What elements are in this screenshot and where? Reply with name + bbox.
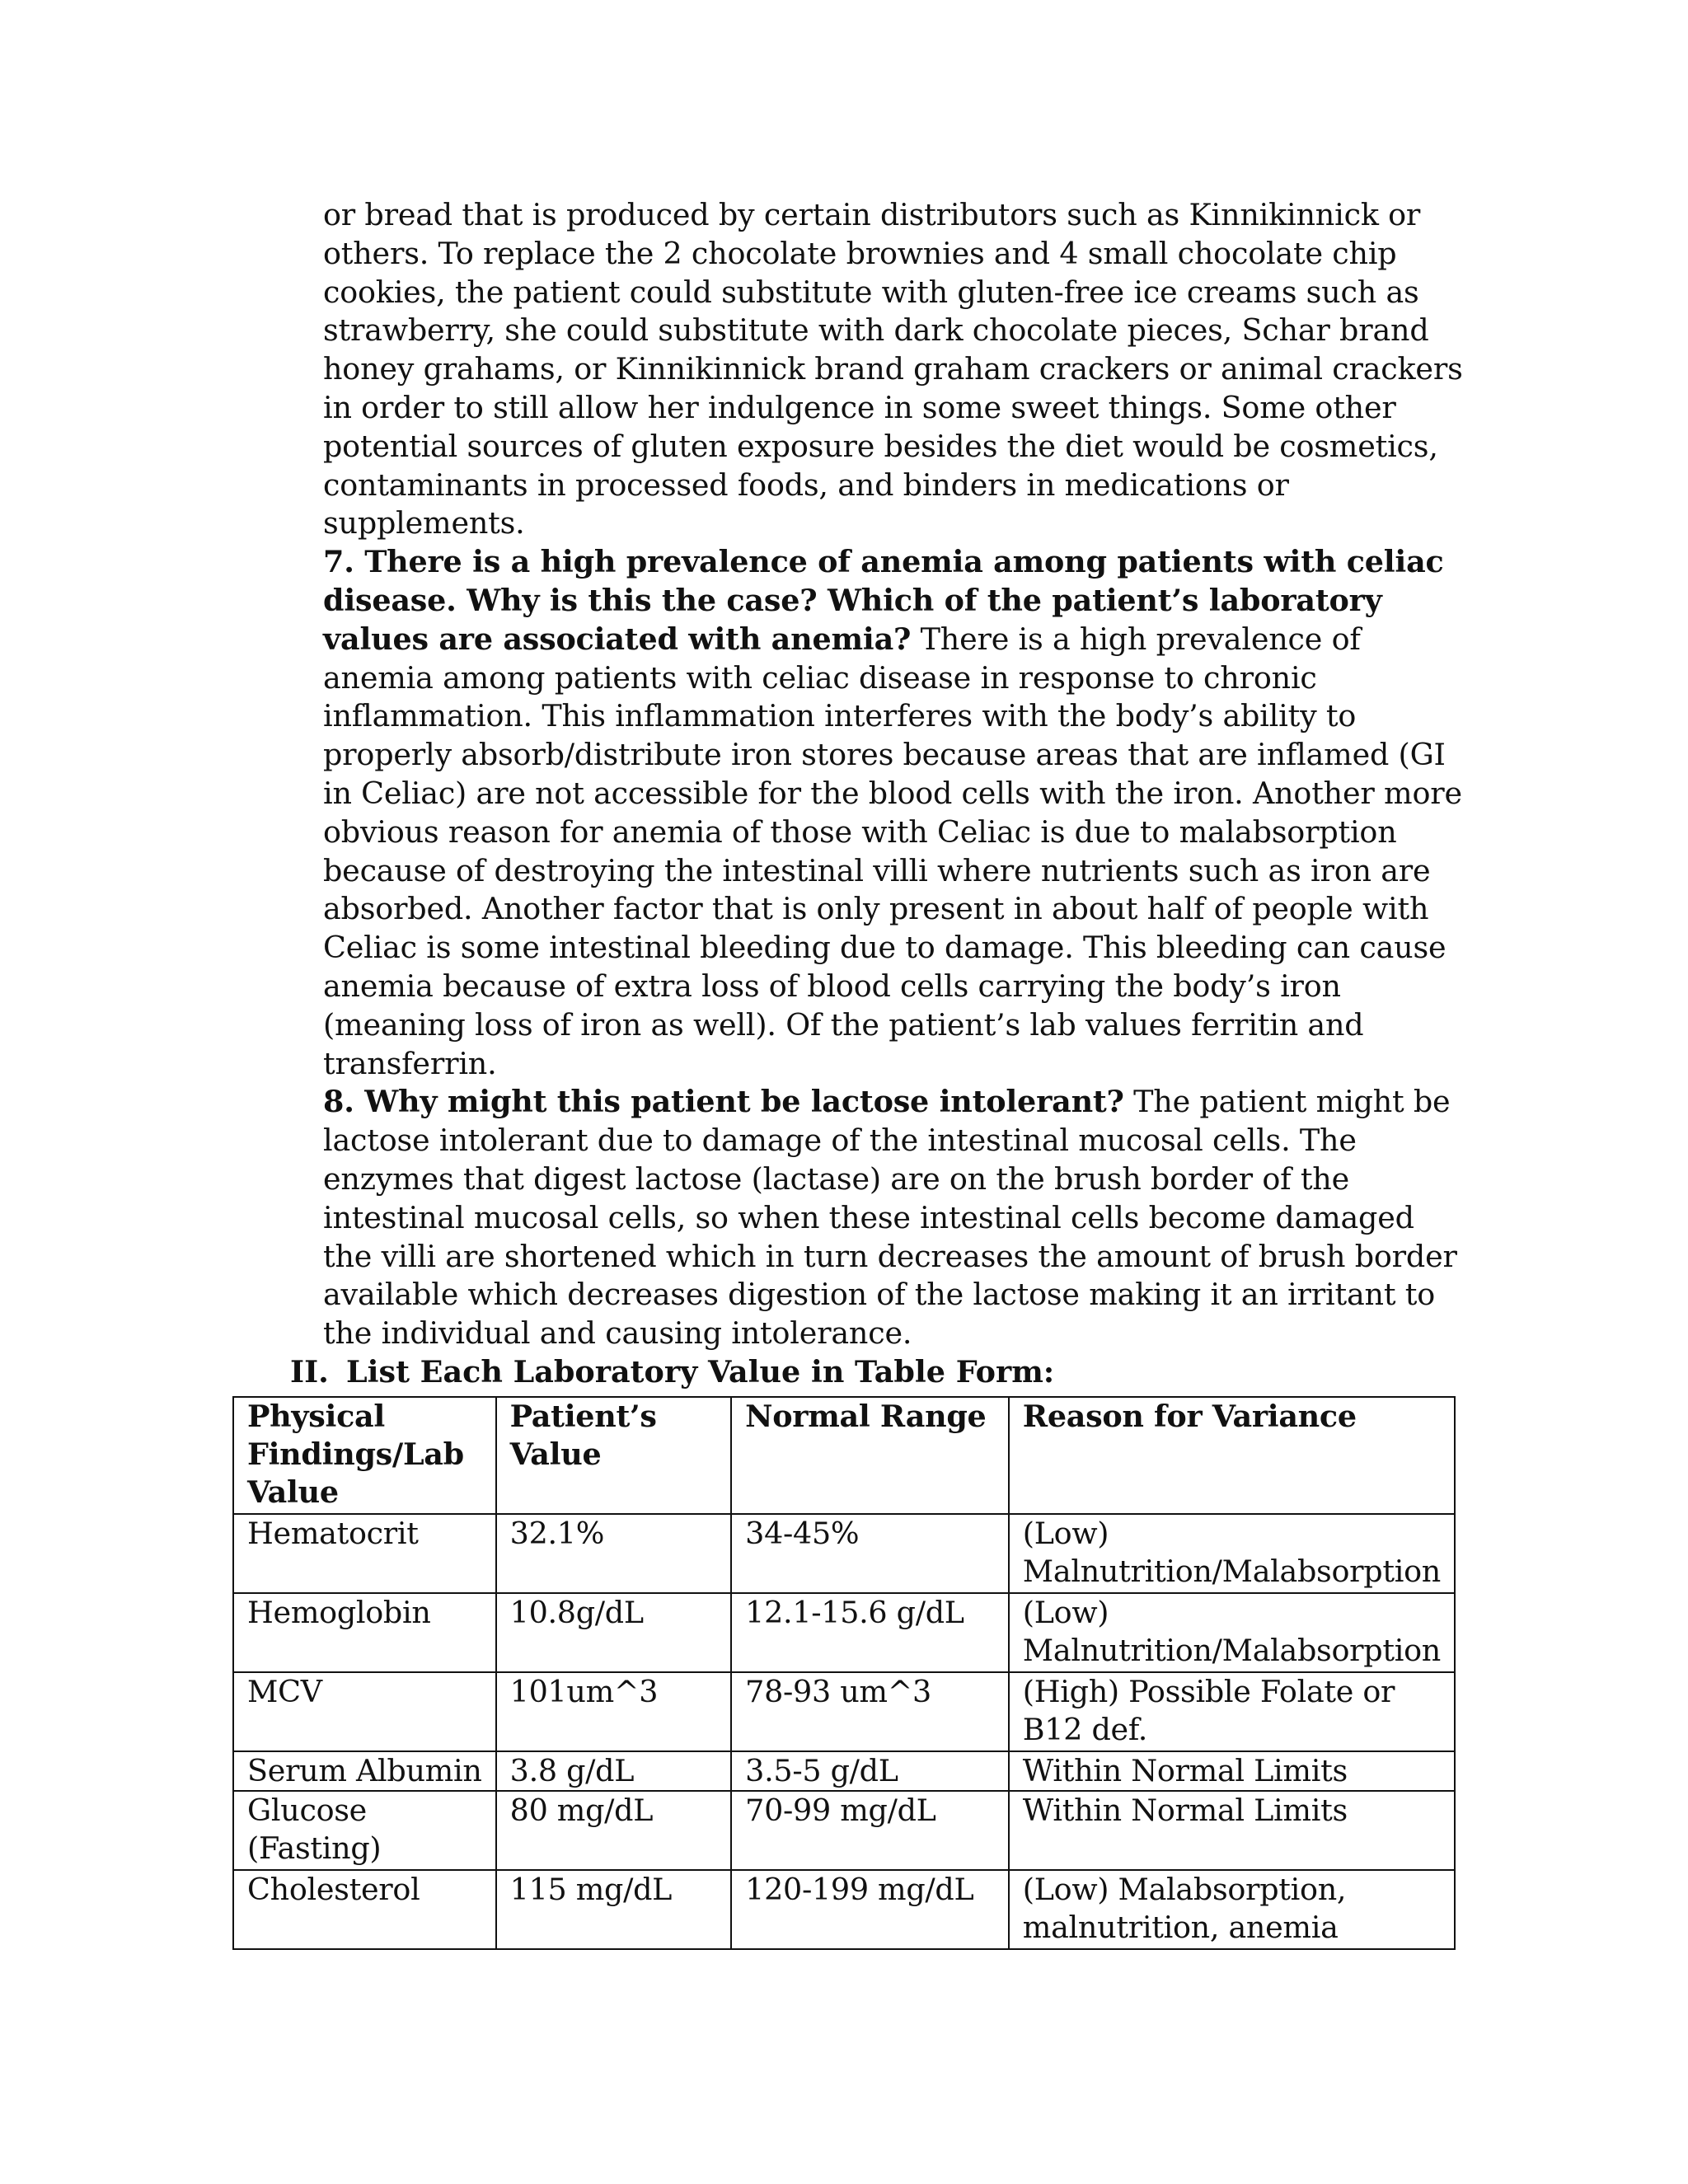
section-heading <box>290 1353 1054 1391</box>
question-7-answer: There is a high prevalence of anemia among patients with celiac disease in response to chronic inflammation. This inflammation interferes with the body’s ability to properly absorb/distribute iron stores because areas that are inflamed (GI in Celiac) are not accessible for the blood cells with the iron. Another more obvious reason for anemia of those with Celiac is due to malabsorption because of destroying the intestinal villi where nutrients such as iron are absorbed. Another factor that is only present in about half of people with Celiac is some intestinal bleeding due to damage. This bleeding can cause anemia because of extra loss of blood cells carrying the body’s iron (meaning loss of iron as well). Of the patient’s lab values ferritin and transferrin. <box>323 621 1462 1081</box>
section-number: II. <box>290 1354 329 1390</box>
cell-normal-range: 34-45% <box>731 1514 1009 1593</box>
table-row <box>233 1870 1455 1949</box>
header-patient-value: Patient’s Value <box>496 1397 732 1514</box>
cell-lab-value: Serum Albumin <box>233 1751 496 1791</box>
cell-patient-value: 80 mg/dL <box>496 1791 732 1870</box>
table-row <box>233 1672 1455 1751</box>
cell-lab-value: Cholesterol <box>233 1870 496 1949</box>
table-header-row <box>233 1397 1455 1514</box>
cell-lab-value: Glucose (Fasting) <box>233 1791 496 1870</box>
section-title: List Each Laboratory Value in Table Form: <box>346 1354 1055 1390</box>
header-reason: Reason for Variance <box>1009 1397 1455 1514</box>
cell-patient-value: 115 mg/dL <box>496 1870 732 1949</box>
question-7-prompt: 7. There is a high prevalence of anemia among patients with celiac disease. Why is this the case? Which of the patient’s laboratory values are associated with anemia? <box>323 544 1444 657</box>
question-8-prompt: 8. Why might this patient be lactose intolerant? <box>323 1084 1124 1120</box>
cell-normal-range: 70-99 mg/dL <box>731 1791 1009 1870</box>
question-8 <box>323 1083 1469 1353</box>
question-7 <box>323 543 1469 1083</box>
cell-lab-value: Hemoglobin <box>233 1593 496 1672</box>
cell-patient-value: 10.8g/dL <box>496 1593 732 1672</box>
cell-normal-range: 120-199 mg/dL <box>731 1870 1009 1949</box>
cell-normal-range: 3.5-5 g/dL <box>731 1751 1009 1791</box>
cell-reason: Within Normal Limits <box>1009 1791 1455 1870</box>
cell-normal-range: 78-93 um^3 <box>731 1672 1009 1751</box>
cell-patient-value: 32.1% <box>496 1514 732 1593</box>
cell-reason: (High) Possible Folate or B12 def. <box>1009 1672 1455 1751</box>
cell-normal-range: 12.1-15.6 g/dL <box>731 1593 1009 1672</box>
cell-reason: (Low) Malabsorption, malnutrition, anemia <box>1009 1870 1455 1949</box>
cell-reason: (Low) Malnutrition/Malabsorption <box>1009 1514 1455 1593</box>
table-row <box>233 1593 1455 1672</box>
cell-patient-value: 3.8 g/dL <box>496 1751 732 1791</box>
table-row <box>233 1514 1455 1593</box>
lab-values-table <box>232 1396 1456 1950</box>
cell-reason: (Low) Malnutrition/Malabsorption <box>1009 1593 1455 1672</box>
question-8-answer: The patient might be lactose intolerant due to damage of the intestinal mucosal cells. The enzymes that digest lactose (lactase) are on the brush border of the intestinal mucosal cells, so when these intestinal cells become damaged the villi are shortened which in turn decreases the amount of brush border available which decreases digestion of the lactose making it an irritant to the individual and causing intolerance. <box>323 1084 1457 1352</box>
table-row <box>233 1751 1455 1791</box>
table-row <box>233 1791 1455 1870</box>
header-lab-value: Physical Findings/Lab Value <box>233 1397 496 1514</box>
cell-lab-value: Hematocrit <box>233 1514 496 1593</box>
cell-reason: Within Normal Limits <box>1009 1751 1455 1791</box>
cell-patient-value: 101um^3 <box>496 1672 732 1751</box>
cell-lab-value: MCV <box>233 1672 496 1751</box>
header-normal-range: Normal Range <box>731 1397 1009 1514</box>
body-text <box>323 196 1469 1353</box>
paragraph-gluten-substitutes: or bread that is produced by certain distributors such as Kinnikinnick or others. To replace the 2 chocolate brownies and 4 small chocolate chip cookies, the patient could substitute with gluten-free ice creams such as strawberry, she could substitute with dark chocolate pieces, Schar brand honey grahams, or Kinnikinnick brand graham crackers or animal crackers in order to still allow her indulgence in some sweet things. Some other potential sources of gluten exposure besides the diet would be cosmetics, contaminants in processed foods, and binders in medications or supplements. <box>323 197 1463 541</box>
